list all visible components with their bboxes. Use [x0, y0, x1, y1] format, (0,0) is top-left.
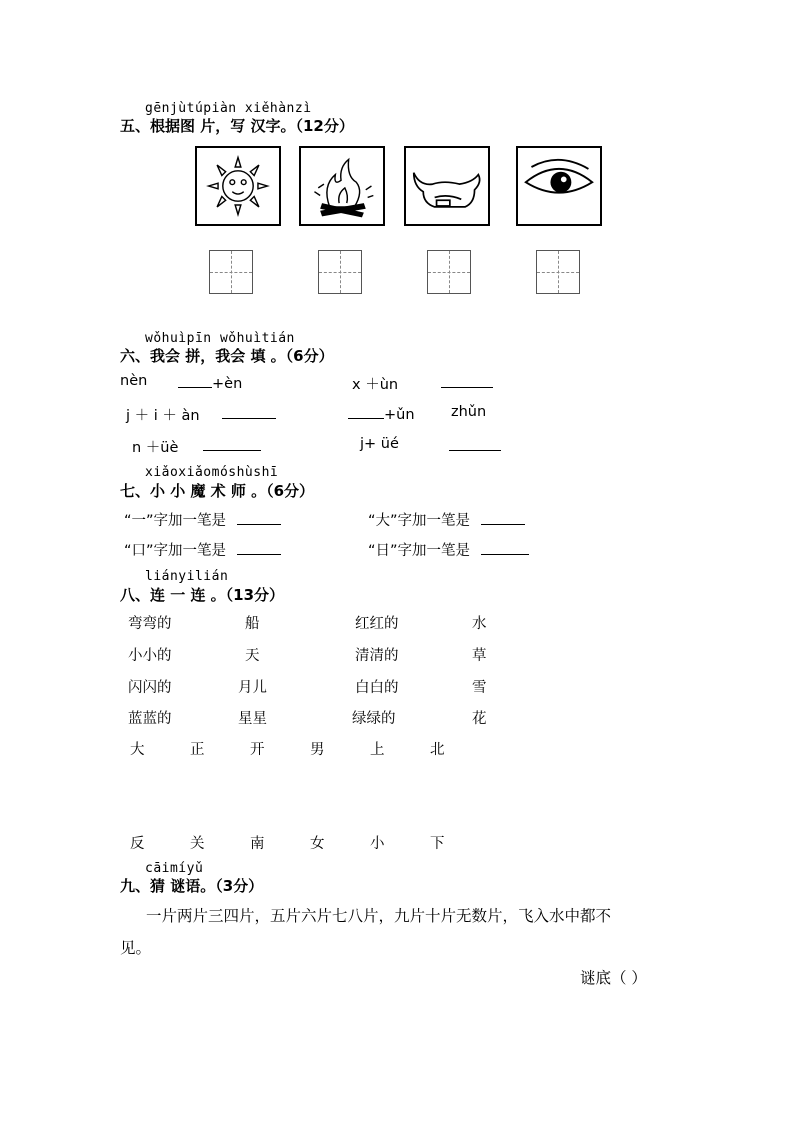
match-adjective[interactable]: 红红的 — [355, 616, 399, 632]
opposite-bottom-word[interactable]: 关 — [190, 836, 205, 852]
writing-box[interactable] — [536, 250, 580, 294]
answer-blank[interactable] — [178, 373, 212, 388]
section6-score: （6分） — [285, 347, 334, 365]
eye-picture — [516, 146, 602, 226]
question-text: “口”字加一笔是 — [124, 543, 227, 559]
stroke-question-2 — [368, 509, 525, 530]
pinyin-row-3-left — [132, 436, 178, 457]
section8-pinyin: liányilián — [145, 569, 229, 584]
riddle-line-2: 见。 — [120, 939, 152, 957]
opposite-bottom-word[interactable]: 南 — [250, 836, 265, 852]
pinyin-final: +èn — [212, 376, 243, 392]
question-text: “日”字加一笔是 — [368, 543, 471, 559]
section8-title: 八、连 一 连 。 — [120, 586, 226, 604]
opposite-top-word[interactable]: 男 — [310, 742, 325, 758]
pinyin-row-2-mid — [348, 404, 415, 423]
match-noun[interactable]: 天 — [245, 648, 260, 664]
pinyin-formula: j+ üé — [360, 436, 399, 452]
cow-picture — [404, 146, 490, 226]
section5-score: （12分） — [295, 117, 354, 135]
pinyin-formula: j ＋ i ＋ àn — [126, 408, 200, 424]
pinyin-syllable: zhǔn — [451, 404, 487, 420]
answer-blank[interactable] — [481, 510, 525, 525]
opposite-top-word[interactable]: 上 — [370, 742, 385, 758]
section5-heading — [120, 115, 354, 136]
opposite-bottom-word[interactable]: 女 — [310, 836, 325, 852]
answer-line[interactable] — [203, 436, 261, 455]
answer-line[interactable] — [449, 436, 501, 455]
opposite-top-word[interactable]: 正 — [190, 742, 205, 758]
pinyin-row-3-right — [360, 436, 399, 452]
opposite-top-word[interactable]: 北 — [430, 742, 445, 758]
sun-icon — [197, 148, 279, 224]
match-adjective[interactable]: 白白的 — [355, 680, 399, 696]
match-noun[interactable]: 草 — [472, 648, 487, 664]
match-noun[interactable]: 水 — [472, 616, 487, 632]
riddle-line-1: 一片两片三四片，五片六片七八片，九片十片无数片，飞入水中都不 — [146, 907, 612, 925]
opposite-bottom-word[interactable]: 反 — [130, 836, 145, 852]
stroke-question-1 — [124, 509, 281, 530]
match-noun[interactable]: 花 — [472, 711, 487, 727]
match-adjective[interactable]: 绿绿的 — [352, 711, 396, 727]
match-adjective[interactable]: 清清的 — [355, 648, 399, 664]
section6-pinyin: wǒhuìpīn wǒhuìtián — [145, 331, 295, 346]
stroke-question-3 — [124, 539, 281, 560]
match-noun[interactable]: 船 — [245, 616, 260, 632]
writing-box[interactable] — [209, 250, 253, 294]
sun-picture — [195, 146, 281, 226]
match-noun[interactable]: 星星 — [238, 711, 267, 727]
opposite-top-word[interactable]: 大 — [130, 742, 145, 758]
pinyin-row-1-mid — [178, 373, 242, 392]
question-text: “大”字加一笔是 — [368, 513, 471, 529]
pinyin-final: +ǔn — [384, 407, 415, 423]
pinyin-row-1-right — [352, 373, 398, 394]
section9-pinyin: cāimíyǔ — [145, 861, 204, 876]
pinyin-syllable: nèn — [120, 373, 148, 389]
answer-blank[interactable] — [481, 540, 529, 555]
answer-blank[interactable] — [237, 510, 281, 525]
section6-title: 六、我会 拼，我会 填 。 — [120, 347, 286, 365]
answer-line[interactable] — [441, 373, 493, 392]
answer-line[interactable] — [222, 404, 276, 423]
match-adjective[interactable]: 蓝蓝的 — [128, 711, 172, 727]
answer-blank[interactable] — [237, 540, 281, 555]
answer-blank[interactable] — [348, 404, 384, 419]
pinyin-formula: x ＋ùn — [352, 377, 399, 393]
section7-pinyin: xiǎoxiǎomóshùshī — [145, 465, 279, 480]
opposite-bottom-word[interactable]: 小 — [370, 836, 385, 852]
cow-icon — [406, 148, 488, 224]
opposite-bottom-word[interactable]: 下 — [430, 836, 445, 852]
section5-pinyin: gēnjùtúpiàn xiěhànzì — [145, 101, 312, 116]
section6-heading — [120, 345, 334, 366]
writing-box[interactable] — [318, 250, 362, 294]
eye-icon — [518, 148, 600, 224]
section7-score: （6分） — [266, 482, 315, 500]
riddle-answer[interactable]: 谜底（ ） — [580, 969, 647, 987]
section9-title: 九、猜 谜语。 — [120, 877, 216, 895]
section9-heading — [120, 875, 263, 896]
section8-score: （13分） — [225, 586, 285, 604]
section8-heading — [120, 584, 284, 605]
match-adjective[interactable]: 小小的 — [128, 648, 172, 664]
pinyin-formula: n ＋üè — [132, 440, 179, 456]
fire-icon — [301, 148, 383, 224]
stroke-question-4 — [368, 539, 529, 560]
section7-title: 七、小 小 魔 术 师 。 — [120, 482, 267, 500]
section7-heading — [120, 480, 314, 501]
pinyin-row-2-right — [451, 404, 486, 420]
opposite-top-word[interactable]: 开 — [250, 742, 265, 758]
question-text: “一”字加一笔是 — [124, 513, 227, 529]
match-noun[interactable]: 月儿 — [238, 680, 267, 696]
writing-box[interactable] — [427, 250, 471, 294]
pinyin-row-1-left — [120, 373, 147, 389]
match-adjective[interactable]: 闪闪的 — [128, 680, 172, 696]
section5-title: 五、根据图 片，写 汉字。 — [120, 117, 296, 135]
section9-score: （3分） — [215, 877, 264, 895]
match-adjective[interactable]: 弯弯的 — [128, 616, 172, 632]
match-noun[interactable]: 雪 — [472, 680, 487, 696]
pinyin-row-2-left — [126, 404, 200, 425]
fire-picture — [299, 146, 385, 226]
